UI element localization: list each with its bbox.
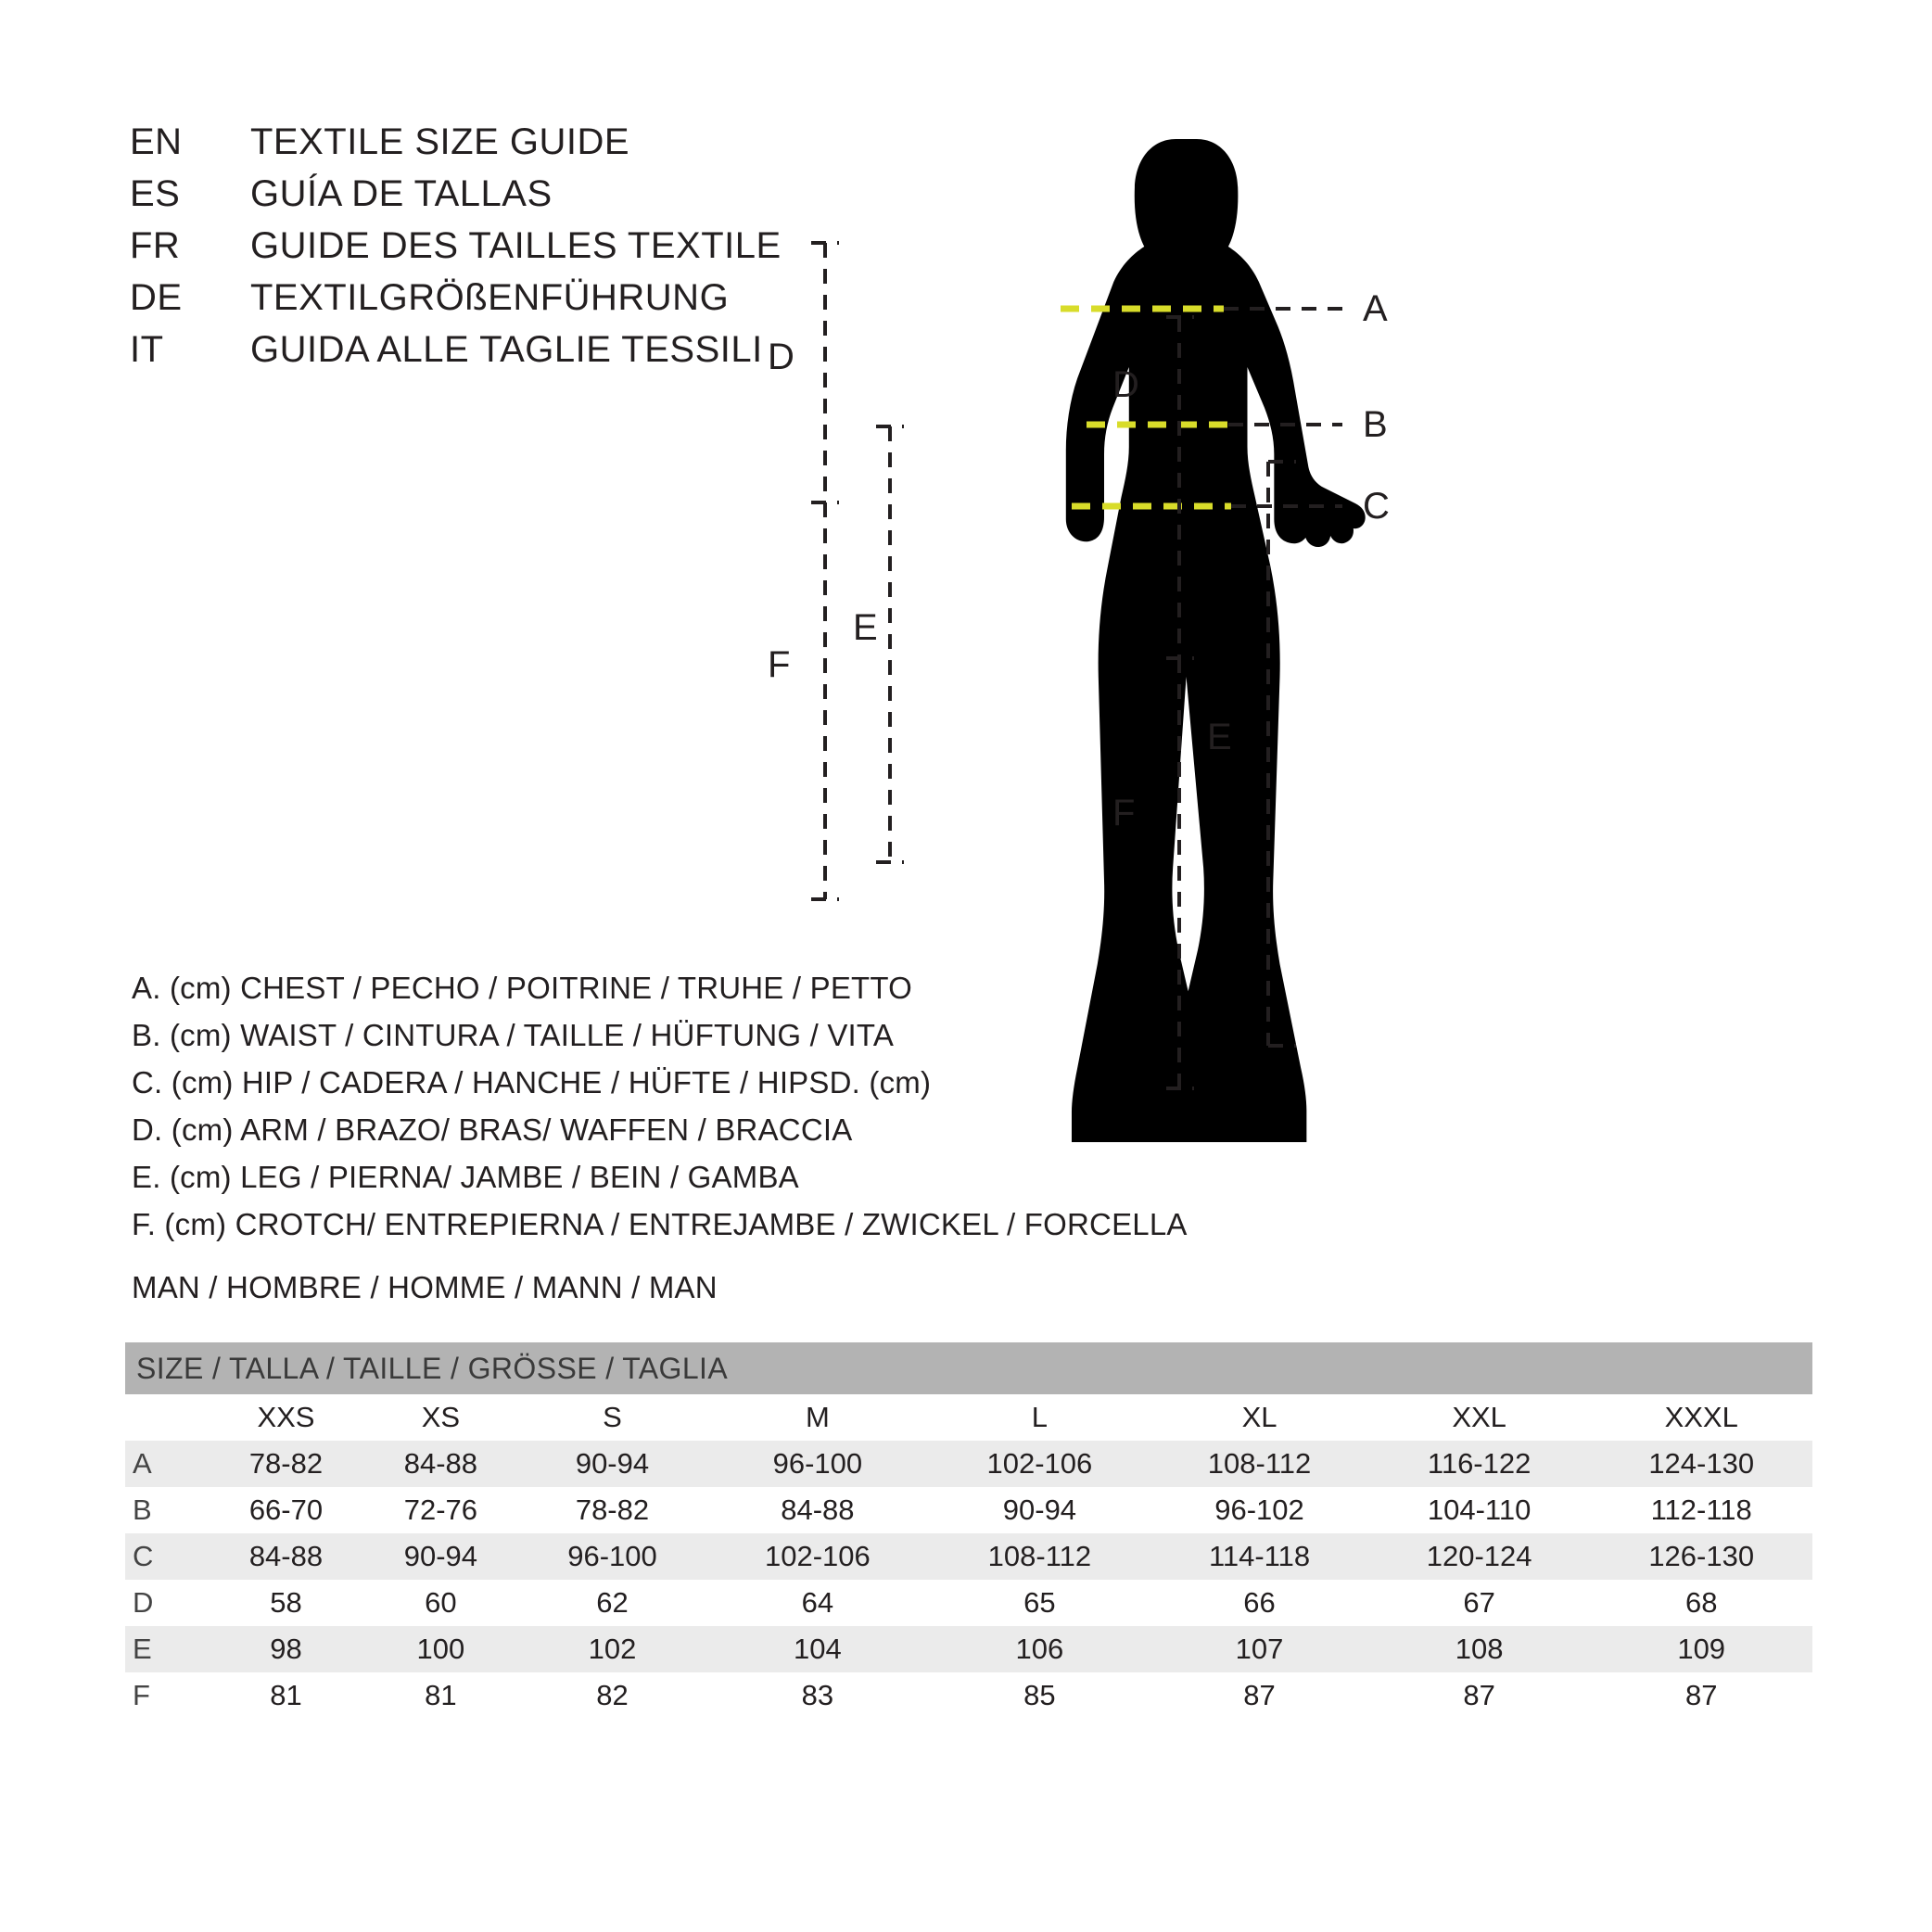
- label-f: F: [1112, 793, 1136, 833]
- title-lang: FR: [130, 225, 181, 266]
- legend-item-e: E. (cm) LEG / PIERNA/ JAMBE / BEIN / GAMBA: [132, 1160, 799, 1194]
- title-lang: DE: [130, 277, 183, 318]
- legend-item-f: F. (cm) CROTCH/ ENTREPIERNA / ENTREJAMBE / ZWICKEL / FORCELLA: [132, 1207, 1188, 1241]
- table-cell: 81: [209, 1672, 363, 1719]
- size-header-cell: XXL: [1368, 1394, 1591, 1441]
- gender-label: MAN / HOMBRE / HOMME / MANN / MAN: [132, 1270, 718, 1304]
- table-cell: 68: [1590, 1580, 1812, 1626]
- table-cell: 106: [929, 1626, 1151, 1672]
- table-cell: 109: [1590, 1626, 1812, 1672]
- size-header-cell: XS: [363, 1394, 518, 1441]
- size-header-cell: L: [929, 1394, 1151, 1441]
- title-text: GUÍA DE TALLAS: [250, 173, 553, 214]
- title-row: [130, 272, 964, 324]
- table-cell: 90-94: [929, 1487, 1151, 1533]
- title-row: [130, 116, 964, 168]
- title-text: GUIDA ALLE TAGLIE TESSILI: [250, 329, 763, 370]
- legend-item-d: D. (cm) ARM / BRAZO/ BRAS/ WAFFEN / BRACCIA: [132, 1112, 853, 1147]
- table-cell: 104-110: [1368, 1487, 1591, 1533]
- row-label: B: [125, 1487, 209, 1533]
- label-b: B: [1363, 404, 1388, 445]
- row-label: E: [125, 1626, 209, 1672]
- title-text: GUIDE DES TAILLES TEXTILE: [250, 225, 782, 266]
- table-cell: 90-94: [518, 1441, 706, 1487]
- size-header-cell: XXXL: [1590, 1394, 1812, 1441]
- table-corner-cell: [125, 1394, 209, 1441]
- table-cell: 62: [518, 1580, 706, 1626]
- table-cell: 78-82: [518, 1487, 706, 1533]
- table-cell: 60: [363, 1580, 518, 1626]
- table-cell: 84-88: [363, 1441, 518, 1487]
- table-cell: 72-76: [363, 1487, 518, 1533]
- label-d: D: [1112, 364, 1139, 405]
- table-cell: 124-130: [1590, 1441, 1812, 1487]
- label-f: F: [768, 644, 791, 685]
- table-cell: 84-88: [706, 1487, 929, 1533]
- size-header-cell: XXS: [209, 1394, 363, 1441]
- table-cell: 116-122: [1368, 1441, 1591, 1487]
- title-lang: IT: [130, 329, 164, 370]
- table-cell: 102: [518, 1626, 706, 1672]
- title-row: [130, 168, 964, 220]
- label-e: E: [1207, 717, 1232, 757]
- size-table: [125, 1342, 1812, 1719]
- table-cell: 81: [363, 1672, 518, 1719]
- table-row: [125, 1487, 1812, 1533]
- table-cell: 102-106: [929, 1441, 1151, 1487]
- table-cell: 108-112: [1150, 1441, 1368, 1487]
- table-row: [125, 1580, 1812, 1626]
- row-label: F: [125, 1672, 209, 1719]
- legend-item-c: C. (cm) HIP / CADERA / HANCHE / HÜFTE / HIPSD. (cm): [132, 1065, 932, 1099]
- title-text: TEXTILE SIZE GUIDE: [250, 121, 630, 162]
- table-cell: 78-82: [209, 1441, 363, 1487]
- table-cell: 64: [706, 1580, 929, 1626]
- table-cell: 82: [518, 1672, 706, 1719]
- size-header-cell: S: [518, 1394, 706, 1441]
- label-e: E: [853, 607, 878, 648]
- table-cell: 96-100: [706, 1441, 929, 1487]
- table-cell: 67: [1368, 1580, 1591, 1626]
- title-text: TEXTILGRÖßENFÜHRUNG: [250, 277, 730, 318]
- table-row: [125, 1441, 1812, 1487]
- table-cell: 87: [1590, 1672, 1812, 1719]
- table-cell: 66: [1150, 1580, 1368, 1626]
- legend-item-a: A. (cm) CHEST / PECHO / POITRINE / TRUHE / PETTO: [132, 971, 913, 1005]
- table-cell: 107: [1150, 1626, 1368, 1672]
- table-cell: 102-106: [706, 1533, 929, 1580]
- row-label: A: [125, 1441, 209, 1487]
- table-cell: 90-94: [363, 1533, 518, 1580]
- table-cell: 104: [706, 1626, 929, 1672]
- row-label: D: [125, 1580, 209, 1626]
- table-cell: 58: [209, 1580, 363, 1626]
- table-cell: 87: [1368, 1672, 1591, 1719]
- label-d: D: [768, 337, 794, 377]
- table-cell: 114-118: [1150, 1533, 1368, 1580]
- table-cell: 100: [363, 1626, 518, 1672]
- legend-item-b: B. (cm) WAIST / CINTURA / TAILLE / HÜFTUNG / VITA: [132, 1018, 895, 1052]
- title-row: [130, 324, 964, 375]
- table-cell: 108: [1368, 1626, 1591, 1672]
- table-row: [125, 1533, 1812, 1580]
- table-cell: 108-112: [929, 1533, 1151, 1580]
- table-cell: 126-130: [1590, 1533, 1812, 1580]
- table-cell: 96-100: [518, 1533, 706, 1580]
- table-cell: 96-102: [1150, 1487, 1368, 1533]
- table-header-band: [125, 1342, 1812, 1394]
- table-size-header-row: [125, 1394, 1812, 1441]
- table-cell: 66-70: [209, 1487, 363, 1533]
- title-lang: ES: [130, 173, 181, 214]
- table-header-band-label: SIZE / TALLA / TAILLE / GRÖSSE / TAGLIA: [125, 1342, 1812, 1394]
- label-a: A: [1363, 288, 1388, 329]
- title-block: [130, 116, 964, 375]
- row-label: C: [125, 1533, 209, 1580]
- table-cell: 120-124: [1368, 1533, 1591, 1580]
- label-c: C: [1363, 486, 1390, 527]
- size-header-cell: M: [706, 1394, 929, 1441]
- table-cell: 83: [706, 1672, 929, 1719]
- table-row: [125, 1626, 1812, 1672]
- size-header-cell: XL: [1150, 1394, 1368, 1441]
- dimension-overlay: [1038, 278, 1316, 1224]
- title-lang: EN: [130, 121, 183, 162]
- table-cell: 84-88: [209, 1533, 363, 1580]
- table-cell: 85: [929, 1672, 1151, 1719]
- table-cell: 87: [1150, 1672, 1368, 1719]
- title-row: [130, 220, 964, 272]
- table-cell: 112-118: [1590, 1487, 1812, 1533]
- table-row: [125, 1672, 1812, 1719]
- table-cell: 98: [209, 1626, 363, 1672]
- table-cell: 65: [929, 1580, 1151, 1626]
